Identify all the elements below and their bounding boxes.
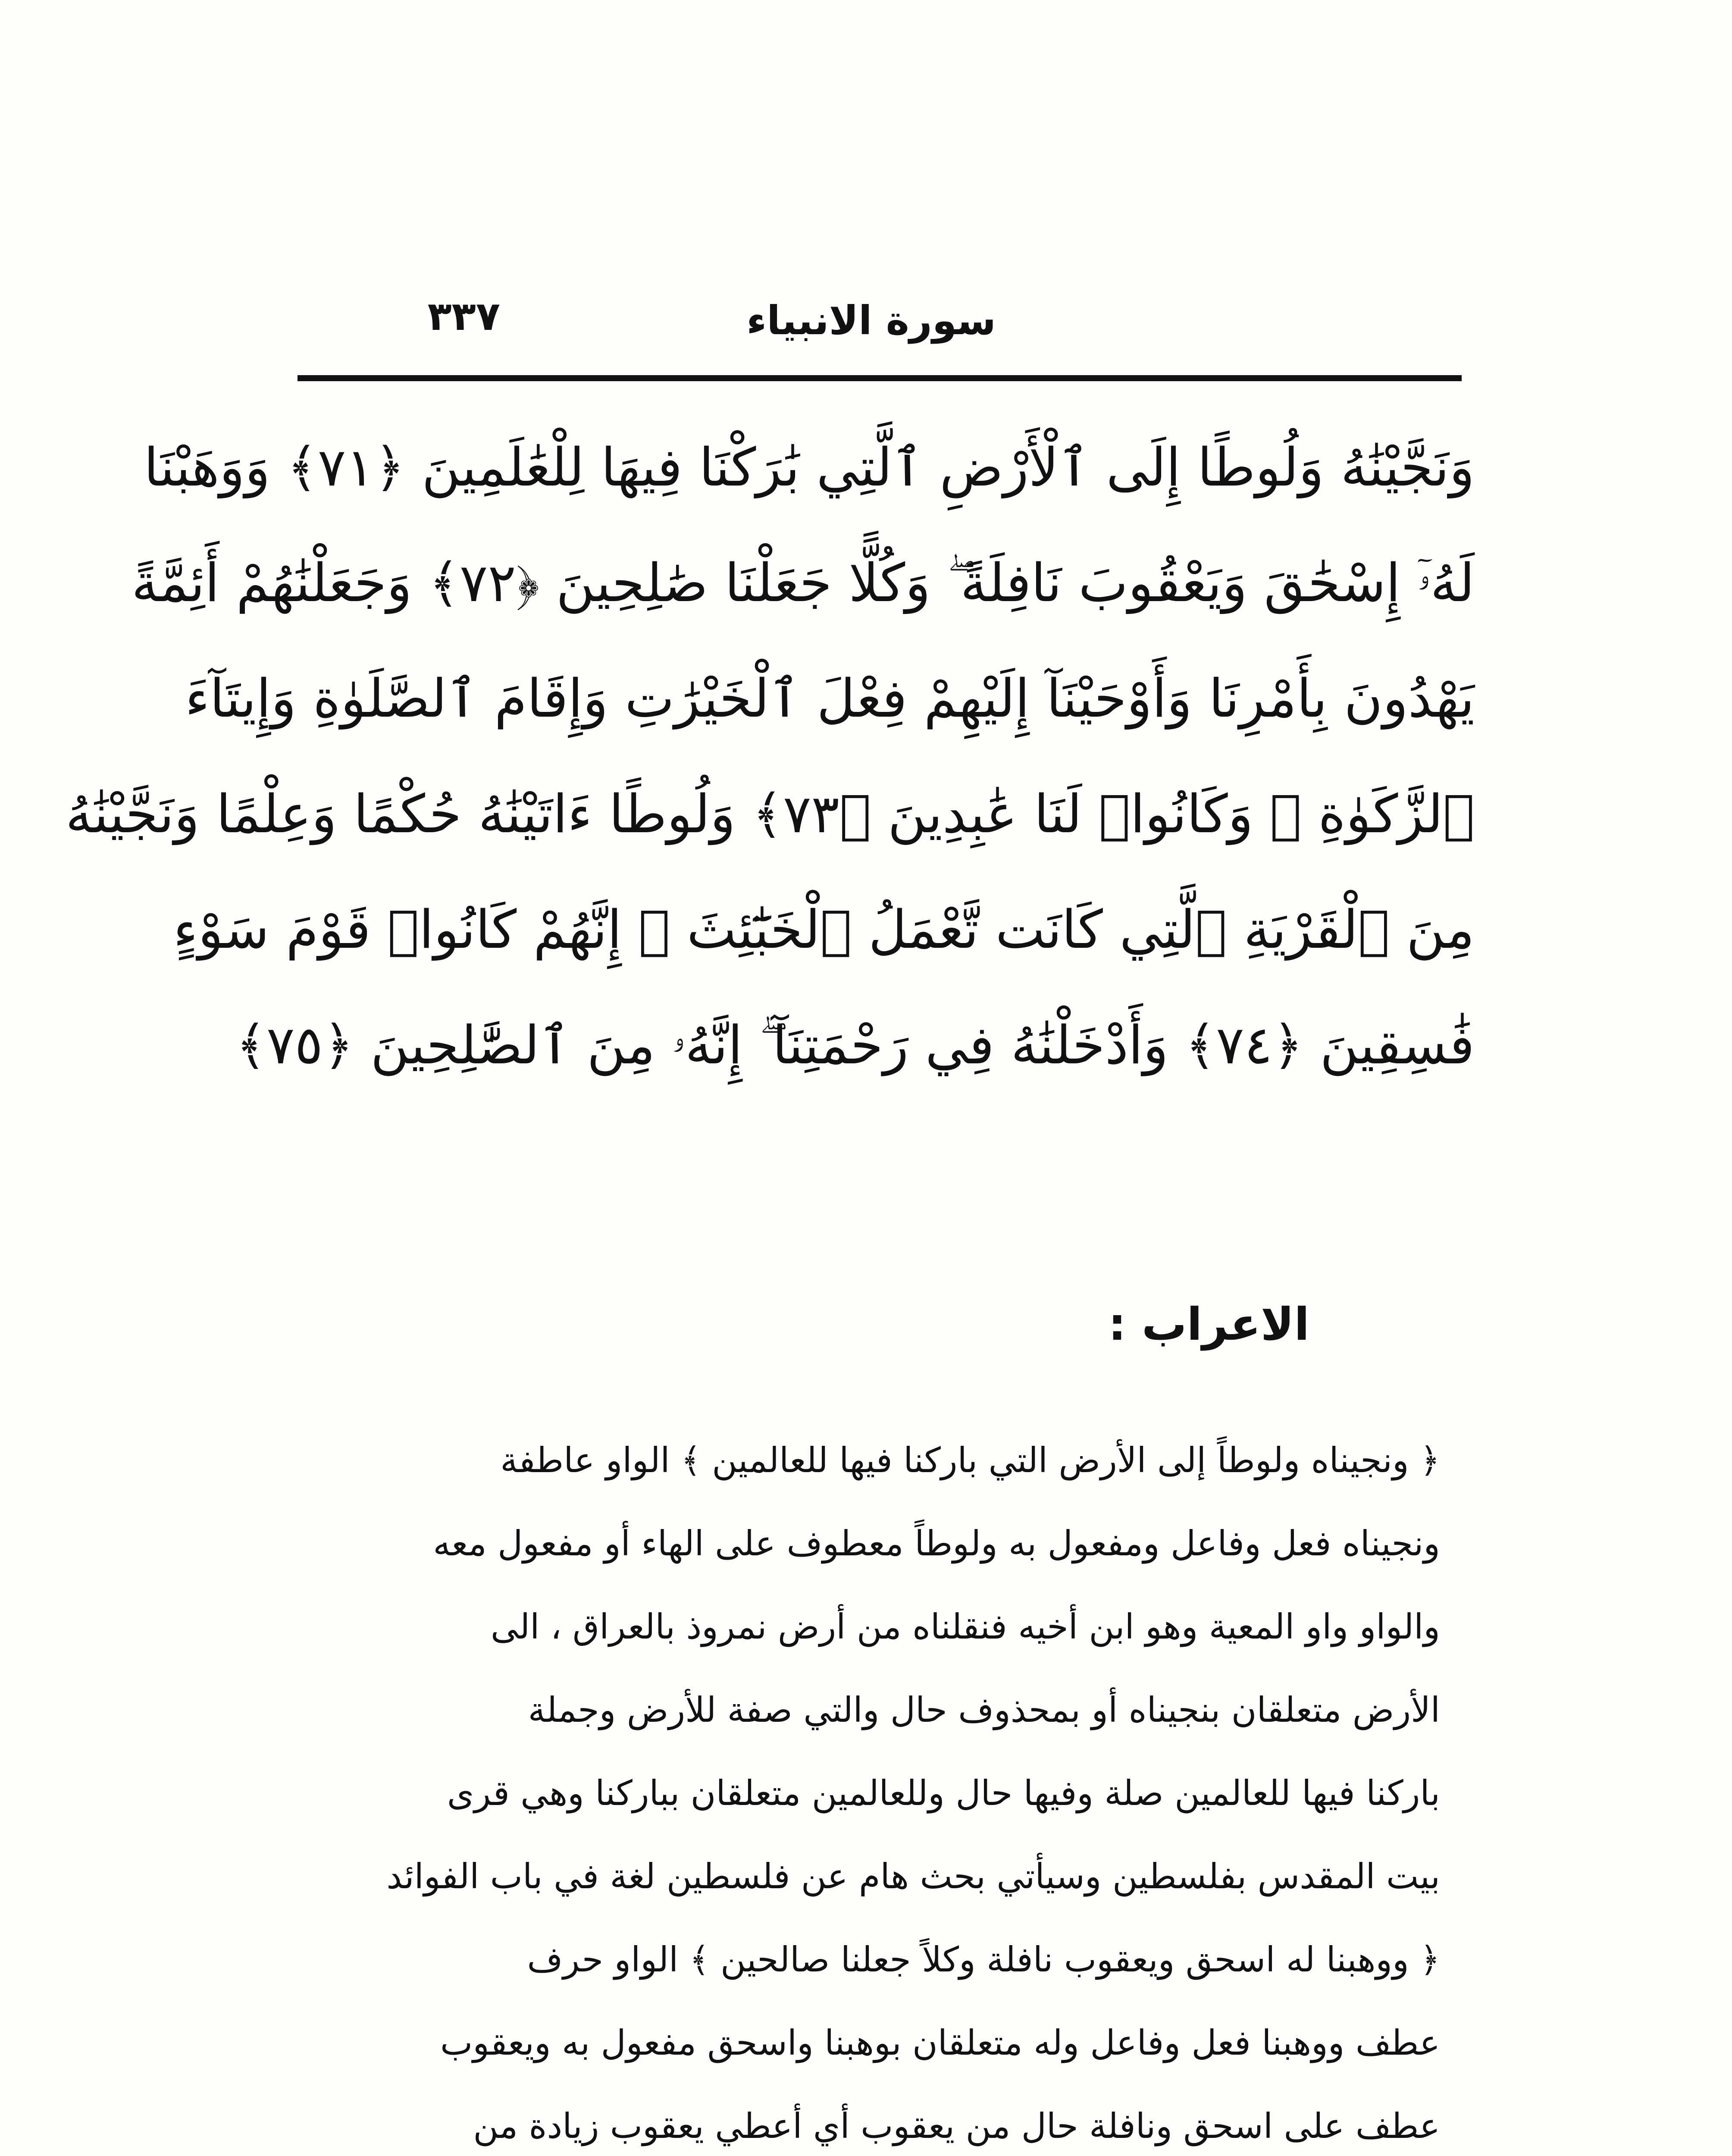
commentary-line: ونجيناه فعل وفاعل ومفعول به ولوطاً معطوف على الهاء أو مفعول معه: [433, 1523, 1440, 1564]
commentary-line: عطف ووهبنا فعل وفاعل وله متعلقان بوهبنا واسحق مفعول به ويعقوب: [440, 2023, 1440, 2063]
commentary-line: ﴿ ووهبنا له اسحق ويعقوب نافلة وكلاً جعلنا صالحين ﴾ الواو حرف: [527, 1940, 1440, 1980]
header-divider: [298, 375, 1462, 381]
quran-line: لَهُۥٓ إِسْحَٰقَ وَيَعْقُوبَ نَافِلَةً ۖ وَكُلًّا جَعَلْنَا صَٰلِحِينَ ﴿٧٢﴾ وَجَعَلْنَٰهُمْ أَئِمَّةً: [132, 552, 1475, 614]
page-header: [298, 276, 1462, 345]
quran-line: مِنَ ٱلْقَرْيَةِ ٱلَّتِي كَانَت تَّعْمَلُ ٱلْخَبَٰٓئِثَ ۗ إِنَّهُمْ كَانُوا۟ قَوْمَ سَوْءٍ: [173, 899, 1475, 960]
commentary-line: ﴿ ونجيناه ولوطاً إلى الأرض التي باركنا فيها للعالمين ﴾ الواو عاطفة: [500, 1440, 1440, 1480]
commentary-line: بيت المقدس بفلسطين وسيأتي بحث هام عن فلسطين لغة في باب الفوائد: [386, 1856, 1440, 1896]
commentary-line: الأرض متعلقان بنجيناه أو بمحذوف حال والتي صفة للأرض وجملة: [528, 1690, 1440, 1730]
quran-line: فَٰسِقِينَ ﴿٧٤﴾ وَأَدْخَلْنَٰهُ فِي رَحْمَتِنَآ ۖ إِنَّهُۥ مِنَ ٱلصَّٰلِحِينَ ﴿٧٥﴾: [235, 1015, 1475, 1076]
page-number: ٣٣٧: [427, 293, 500, 339]
quran-line: وَنَجَّيْنَٰهُ وَلُوطًا إِلَى ٱلْأَرْضِ ٱلَّتِي بَٰرَكْنَا فِيهَا لِلْعَٰلَمِينَ ﴿٧١﴾ وَوَهَبْنَا: [144, 437, 1475, 498]
commentary-line: والواو واو المعية وهو ابن أخيه فنقلناه من أرض نمروذ بالعراق ، الى: [491, 1607, 1440, 1647]
surah-title: سورة الانبياء: [746, 298, 996, 344]
quran-verses: [66, 410, 1475, 1103]
section-heading-irab: الاعراب :: [1108, 1298, 1309, 1351]
commentary-line: عطف على اسحق ونافلة حال من يعقوب أي أعطي يعقوب زيادة من: [473, 2106, 1440, 2146]
commentary-line: باركنا فيها للعالمين صلة وفيها حال وللعالمين متعلقان بباركنا وهي قرى: [447, 1773, 1440, 1813]
quran-line: ٱلزَّكَوٰةِ ۖ وَكَانُوا۟ لَنَا عَٰبِدِينَ ﴿٧٣﴾ وَلُوطًا ءَاتَيْنَٰهُ حُكْمًا وَعِلْمًا وَنَجَّيْنَٰهُ: [66, 783, 1475, 845]
irab-commentary: [280, 1419, 1440, 2156]
quran-line: يَهْدُونَ بِأَمْرِنَا وَأَوْحَيْنَآ إِلَيْهِمْ فِعْلَ ٱلْخَيْرَٰتِ وَإِقَامَ ٱلصَّلَوٰةِ وَإِيتَآءَ: [185, 668, 1475, 729]
